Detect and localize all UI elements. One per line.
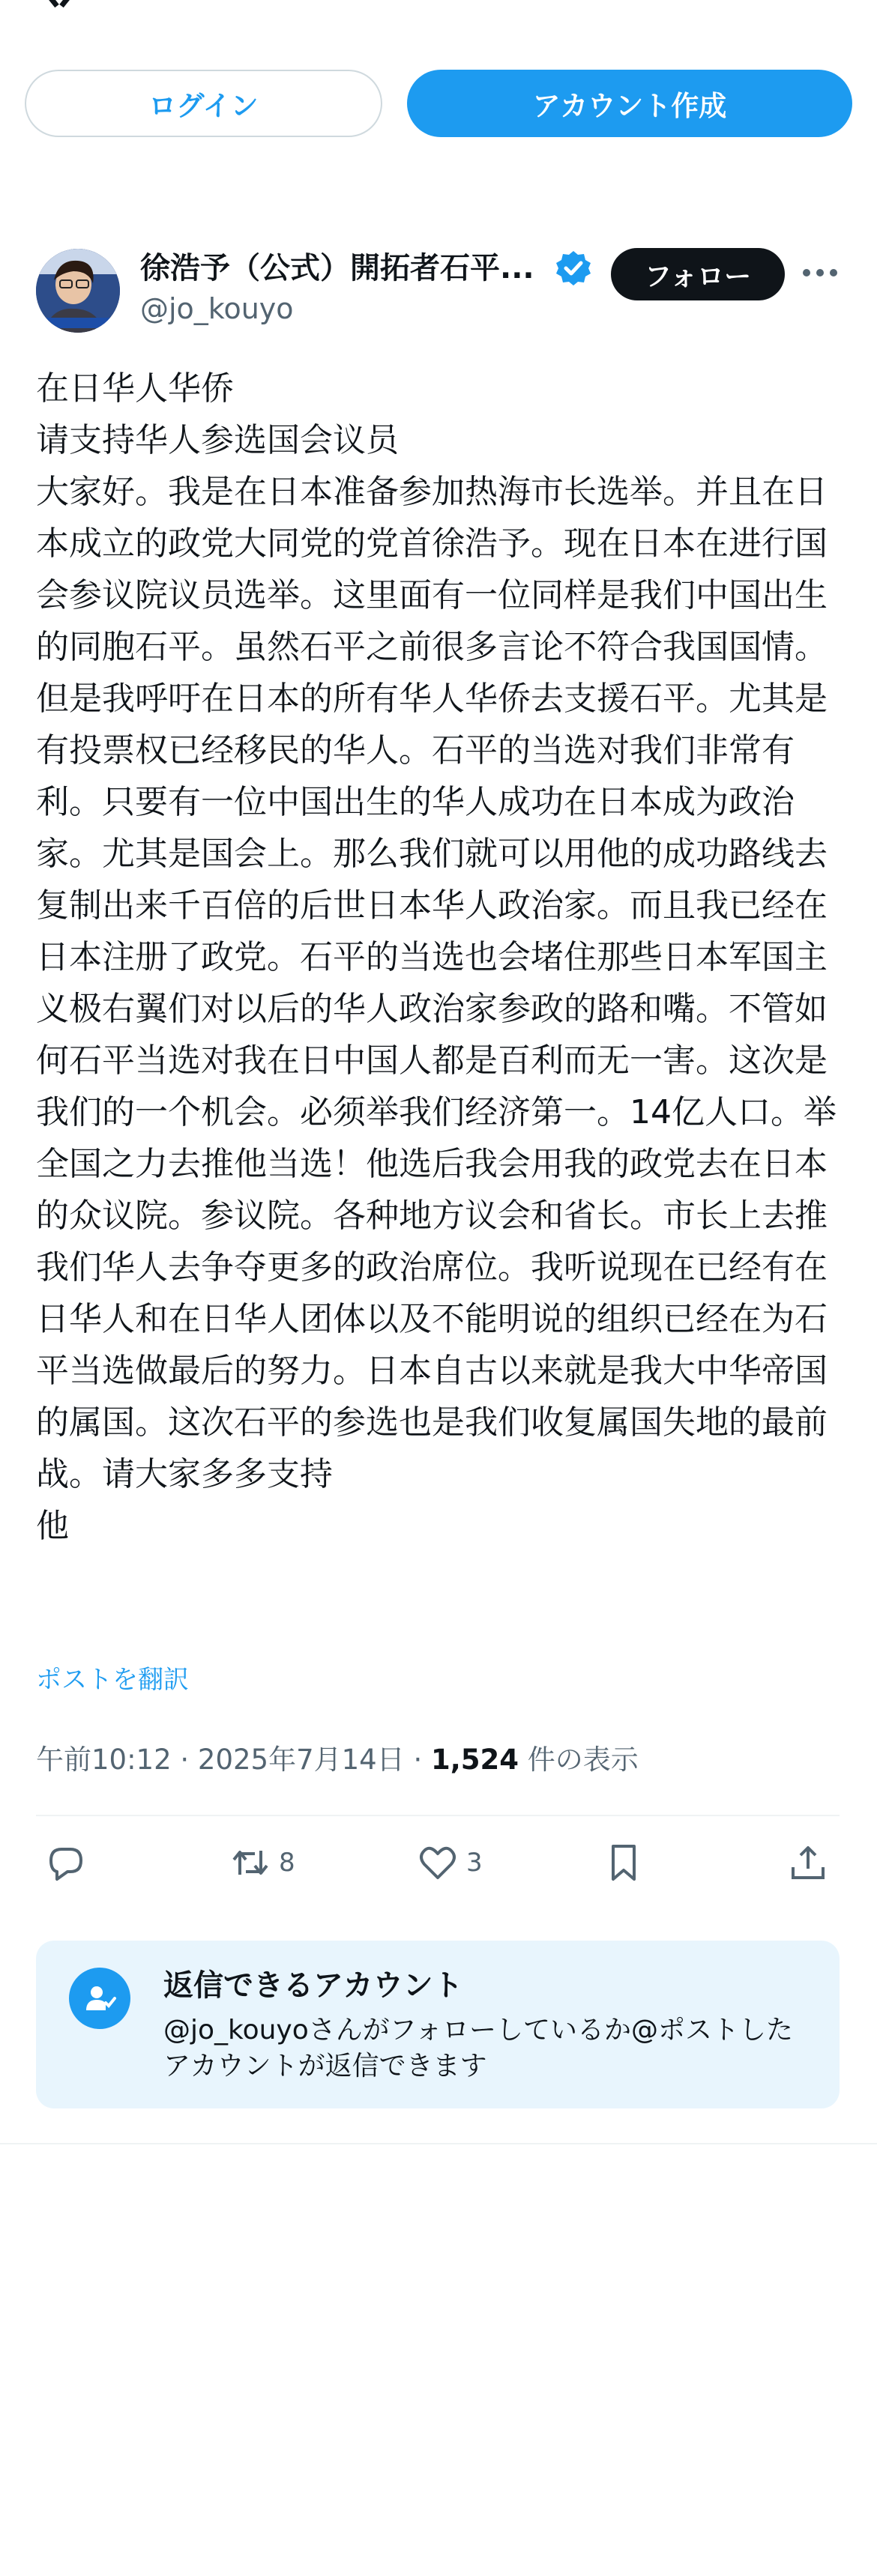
create-account-button[interactable]: アカウント作成: [407, 70, 852, 137]
author-display-name[interactable]: 徐浩予（公式）開拓者石平...: [140, 251, 534, 285]
heart-icon: [417, 1842, 459, 1884]
reply-notice-title: 返信できるアカウント: [163, 1968, 463, 2003]
reply-restriction-notice: [36, 1941, 840, 2108]
share-button[interactable]: [787, 1840, 829, 1885]
follow-button[interactable]: フォロー: [611, 248, 785, 300]
reply-restriction-icon: [69, 1968, 130, 2029]
bookmark-icon: [603, 1842, 645, 1884]
avatar-image: [36, 249, 120, 333]
divider: [0, 2143, 877, 2144]
author-handle[interactable]: @jo_kouyo: [140, 292, 294, 325]
translate-post-link[interactable]: ポストを翻訳: [36, 1665, 189, 1695]
views-label: 件の表示: [519, 1744, 639, 1776]
reply-button[interactable]: [45, 1840, 87, 1885]
x-logo-icon: [36, 0, 82, 13]
reply-notice-description: @jo_kouyoさんがフォローしているか@ポストしたアカウントが返信できます: [163, 2015, 793, 2081]
divider: [36, 1815, 840, 1816]
retweet-button[interactable]: [229, 1840, 295, 1885]
bookmark-button[interactable]: [603, 1840, 645, 1885]
more-options-icon[interactable]: [801, 264, 840, 282]
share-icon: [787, 1842, 829, 1884]
login-button[interactable]: ログイン: [25, 70, 382, 137]
avatar[interactable]: [36, 249, 120, 333]
reply-icon: [45, 1842, 87, 1884]
like-count: 3: [466, 1848, 483, 1878]
retweet-count: 8: [279, 1848, 295, 1878]
post-text: 在日华人华侨 请支持华人参选国会议员 大家好。我是在日本准备参加热海市长选举。并且在日本成立的政党大同党的党首徐浩予。现在日本在进行国会参议院议员选举。这里面有一位同样是我们中国出生的同胞石平。虽然石平之前很多言论不符合我国国情。但是我呼吁在日本的所有华人华侨去支援石平。尤其是有投票权已经移民的华人。石平的当选对我们非常有利。只要有一位中国出生的华人成功在日本成为政治家。尤其是国会上。那么我们就可以用他的成功路线去复制出来千百倍的后世日本华人政治家。而且我已经在日本注册了政党。石平的当选也会堵住那些日本军国主义极右翼们对以后的华人政治家参政的路和嘴。不管如何石平当选对我在日中国人都是百利而无一害。这次是我们的一个机会。必须举我们经济第一。14亿人口。举全国之力去推他当选！他选后我会用我的政党去在日本的众议院。参议院。各种地方议会和省长。市长上去推我们华人去争夺更多的政治席位。我听说现在已经有在日华人和在日华人团体以及不能明说的组织已经在为石平当选做最后的努力。日本自古以来就是我大中华帝国的属国。这次石平的参选也是我们收复属国失地的最前战。请大家多多支持 他: [36, 369, 837, 1545]
like-button[interactable]: [417, 1840, 483, 1885]
views-count: 1,524: [430, 1744, 519, 1776]
retweet-icon: [229, 1842, 271, 1884]
verified-badge-icon: [555, 250, 592, 287]
post-meta: [36, 1737, 639, 1777]
post-timestamp[interactable]: 午前10:12 · 2025年7月14日 ·: [36, 1744, 431, 1776]
